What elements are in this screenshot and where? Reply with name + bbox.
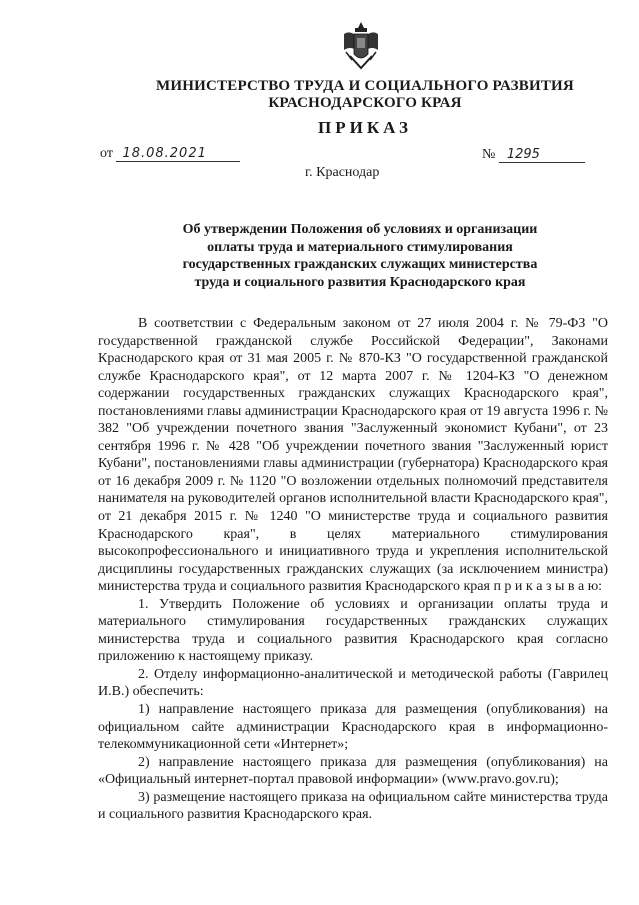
date-value: 18.08.2021 [116, 146, 240, 162]
ministry-line-2: КРАСНОДАРСКОГО КРАЯ [268, 95, 462, 111]
ministry-name [150, 78, 580, 112]
paragraph-item-2: 2. Отделу информационно-аналитической и методической работы (Гаврилец И.В.) обеспечить: [98, 666, 608, 700]
order-date [100, 146, 240, 162]
ministry-line-1: МИНИСТЕРСТВО ТРУДА И СОЦИАЛЬНОГО РАЗВИТИЯ [156, 78, 574, 94]
paragraph-subitem-1: 1) направление настоящего приказа для размещения (опубликования) на официальном сайте администрации Краснодарского края в информационно-телекоммуникационной сети «Интернет»; [98, 702, 608, 753]
coat-of-arms-icon [340, 20, 382, 72]
paragraph-item-1: 1. Утвердить Положение об условиях и организации оплаты труда и материального стимулирования государственных гражданских служащих министерства труда и социального развития Краснодарского края согласно приложению к настоящему приказу. [98, 596, 608, 665]
order-body [98, 315, 608, 824]
number-prefix: № [482, 147, 496, 162]
paragraph-preamble: В соответствии с Федеральным законом от 27 июля 2004 г. № 79-ФЗ "О государственной гражданской службе Российской Федерации", Законами Краснодарского края от 31 мая 2005 г. № 870-КЗ "О государственной гражданской службе Краснодарского края", от 12 марта 2007 г. № 1204-КЗ "О денежном содержании государственных гражданских служащих Краснодарского края", постановлениями главы администрации Краснодарского края от 19 августа 1996 г. № 382 "Об учреждении почетного звания "Заслуженный экономист Кубани", от 23 сентября 1996 г. № 428 "Об учреждении почетного звания "Заслуженный юрист Кубани", постановлениями главы администрации (губернатора) Краснодарского края от 16 декабря 2009 г. № 1120 "О возложении отдельных полномочий представителя нанимателя на руководителей органов исполнительной власти Краснодарского края", от 21 декабря 2015 г. № 1240 "О министерстве труда и социального развития Краснодарского края", в целях материального стимулирования высокопрофессионального и инициативного труда и укрепления исполнительской дисциплины государственных гражданских служащих (за исключением министра) министерства труда и социального развития Краснодарского края п р и к а з ы в а ю: [98, 316, 608, 595]
order-title: ПРИКАЗ [318, 118, 412, 137]
subject-line-3: государственных гражданских служащих министерства [182, 257, 538, 272]
date-prefix: от [100, 146, 113, 161]
paragraph-subitem-3: 3) размещение настоящего приказа на официальном сайте министерства труда и социального развития Краснодарского края. [98, 789, 608, 823]
number-value: 1295 [499, 147, 585, 163]
subject-line-2: оплаты труда и материального стимулирования [207, 239, 513, 255]
city: г. Краснодар [305, 165, 380, 180]
subject-line-1: Об утверждении Положения об условиях и организации [182, 222, 538, 237]
order-subject [150, 221, 570, 291]
subject-line-4: труда и социального развития Краснодарского края [194, 274, 526, 290]
order-number [482, 147, 585, 163]
paragraph-subitem-2: 2) направление настоящего приказа для размещения (опубликования) на «Официальный интернет-портал правовой информации» (www.pravo.gov.ru); [98, 754, 608, 788]
